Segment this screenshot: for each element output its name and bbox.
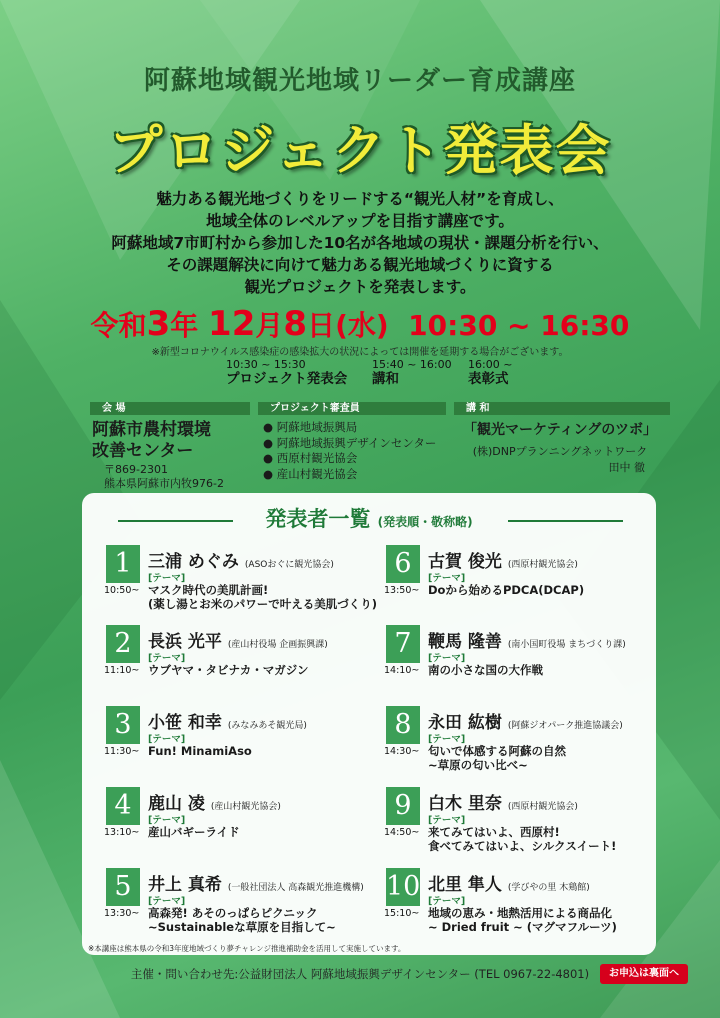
presenter-time: 11:30~ <box>104 746 140 757</box>
theme-label: [テーマ] <box>428 734 466 745</box>
presenter-number: 6 <box>386 545 420 583</box>
main-title: プロジェクト発表会 <box>108 119 612 182</box>
theme-line: 南の小さな国の大作戦 <box>428 663 543 677</box>
judges-heading: プロジェクト審査員 <box>258 402 446 415</box>
presenter-theme <box>148 744 252 758</box>
presenter-card <box>104 787 374 863</box>
series-title: 阿蘇地域観光地域リーダー育成講座 <box>143 66 576 96</box>
presenter-card <box>384 787 654 863</box>
judge-item: ● 阿蘇地域振興局 <box>263 420 358 434</box>
presenter-theme <box>148 583 377 611</box>
presenter-name: 長浜 光平 (産山村役場 企画振興課) <box>148 632 328 652</box>
presenter-number: 10 <box>386 868 420 906</box>
presenter-card <box>104 706 374 782</box>
presenter-name: 白木 里奈 (西原村観光協会) <box>428 794 578 814</box>
presenter-theme <box>428 825 616 853</box>
presenter-number: 2 <box>106 625 140 663</box>
theme-label: [テーマ] <box>148 734 186 745</box>
event-date <box>0 304 720 344</box>
presenters-title: 発表者一覧 <box>265 507 371 531</box>
venue-address <box>104 463 224 491</box>
presenter-time: 13:30~ <box>104 908 140 919</box>
presenter-card <box>384 706 654 782</box>
date-month-unit: 月 <box>255 309 284 342</box>
presenter-name: 井上 真希 (一般社団法人 高森観光推進機構) <box>148 875 364 895</box>
presenter-time: 14:50~ <box>384 827 420 838</box>
venue-postal: 〒869-2301 <box>104 463 168 476</box>
schedule-time: 16:00 ~ <box>468 358 513 371</box>
theme-line: 食べてみてはいよ、シルクスイート! <box>428 839 617 853</box>
theme-line: ~ Dried fruit ~ (マグマフルーツ) <box>428 920 617 934</box>
venue-street: 熊本県阿蘇市内牧976-2 <box>104 477 224 490</box>
theme-line: ウブヤマ・タビナカ・マガジン <box>148 663 309 677</box>
theme-label: [テーマ] <box>148 653 186 664</box>
presenters-note: (発表順・敬称略) <box>377 515 473 529</box>
postpone-note: ※新型コロナウイルス感染症の感染拡大の状況によっては開催を延期する場合がございます。 <box>151 347 569 358</box>
intro-text <box>0 188 720 298</box>
presenter-number: 7 <box>386 625 420 663</box>
presenter-affiliation: (みなみあそ観光局) <box>227 721 307 731</box>
theme-label: [テーマ] <box>428 573 466 584</box>
theme-line: 地域の恵み・地熱活用による商品化 <box>428 906 612 920</box>
theme-label: [テーマ] <box>428 653 466 664</box>
contact-info: 主催・問い合わせ先:公益財団法人 阿蘇地域振興デザインセンター (TEL 0967-22-4801) <box>130 967 590 981</box>
presenter-affiliation: (産山村観光協会) <box>210 802 281 812</box>
judges-list <box>263 420 436 482</box>
theme-label: [テーマ] <box>148 896 186 907</box>
presenter-theme <box>428 583 584 597</box>
schedule-label: プロジェクト発表会 <box>226 371 348 387</box>
venue-name <box>92 420 211 462</box>
theme-line: 来てみてはいよ、西原村! <box>428 825 560 839</box>
presenter-card <box>104 545 378 621</box>
presenter-name: 北里 隼人 (学びやの里 木鶏館) <box>428 875 590 895</box>
intro-line: 観光プロジェクトを発表します。 <box>244 278 476 296</box>
schedule-time: 10:30 ~ 15:30 <box>226 358 306 371</box>
presenter-time: 15:10~ <box>384 908 420 919</box>
lecture-title: 「観光マーケティングのツボ」 <box>462 422 658 438</box>
presenter-theme <box>148 663 308 677</box>
theme-line: マスク時代の美肌計画! <box>148 583 269 597</box>
presenter-affiliation: (西原村観光協会) <box>507 802 578 812</box>
presenter-affiliation: (ASOおぐに観光協会) <box>244 560 334 570</box>
lecture-info <box>455 422 665 476</box>
schedule-label: 表彰式 <box>468 371 509 387</box>
theme-label: [テーマ] <box>148 815 186 826</box>
intro-line: 魅力ある観光地づくりをリードする“観光人材”を育成し、 <box>156 190 564 208</box>
intro-line: 阿蘇地域7市町村から参加した10名が各地域の現状・課題分析を行い、 <box>111 234 609 252</box>
judge-item: ● 阿蘇地域振興デザインセンター <box>263 435 437 450</box>
presenter-affiliation: (南小国町役場 まちづくり課) <box>507 640 626 650</box>
presenter-theme <box>148 906 336 934</box>
presenters-heading <box>82 503 656 533</box>
theme-label: [テーマ] <box>428 896 466 907</box>
presenter-affiliation: (西原村観光協会) <box>507 560 578 570</box>
intro-line: その課題解決に向けて魅力ある観光地域づくりに資する <box>166 256 554 274</box>
event-time: 10:30 ~ 16:30 <box>408 309 630 342</box>
presenter-theme <box>428 744 566 772</box>
lecture-org: (株)DNPプランニングネットワーク <box>472 445 648 458</box>
theme-label: [テーマ] <box>428 815 466 826</box>
venue-heading: 会 場 <box>90 402 250 415</box>
presenter-number: 4 <box>106 787 140 825</box>
date-day: 8 <box>283 304 308 344</box>
presenter-affiliation: (産山村役場 企画振興課) <box>227 640 328 650</box>
theme-line: 匂いで体感する阿蘇の自然 <box>428 744 566 758</box>
date-month: 12 <box>208 304 256 344</box>
theme-line: Doから始めるPDCA(DCAP) <box>428 583 585 597</box>
theme-line: Fun! MinamiAso <box>148 744 252 758</box>
venue-name-line: 改善センター <box>92 441 194 461</box>
presenter-number: 1 <box>106 545 140 583</box>
theme-line: (薬し湯とお米のパワーで叶える美肌づくり) <box>148 597 378 611</box>
presenter-name: 永田 紘樹 (阿蘇ジオパーク推進協議会) <box>428 713 623 733</box>
apply-badge: お申込は裏面へ <box>600 964 688 984</box>
presenter-card <box>384 868 654 944</box>
judge-item: ● 産山村観光協会 <box>263 466 358 481</box>
presenter-card <box>104 868 374 944</box>
theme-line: ~Sustainableな草原を目指して~ <box>148 920 336 934</box>
presenter-card <box>384 545 654 621</box>
presenter-card <box>104 625 374 701</box>
schedule-item <box>372 358 452 386</box>
theme-label: [テーマ] <box>148 573 186 584</box>
presenter-affiliation: (学びやの里 木鶏館) <box>507 883 590 893</box>
schedule-time: 15:40 ~ 16:00 <box>372 358 452 371</box>
date-year: 3 <box>146 304 171 344</box>
presenter-number: 9 <box>386 787 420 825</box>
presenter-theme <box>148 825 240 839</box>
lecture-speaker: 田中 徹 <box>608 461 645 474</box>
presenter-theme <box>428 906 617 934</box>
presenter-name: 古賀 俊光 (西原村観光協会) <box>428 552 578 572</box>
presenter-name: 鹿山 凌 (産山村観光協会) <box>148 794 281 814</box>
subsidy-note: ※本講座は熊本県の令和3年度地域づくり夢チャレンジ推進補助金を活用して実施しています。 <box>88 944 406 953</box>
presenter-name: 小笹 和幸 (みなみあそ観光局) <box>148 713 307 733</box>
presenter-affiliation: (阿蘇ジオパーク推進協議会) <box>507 721 623 731</box>
presenter-time: 14:10~ <box>384 665 420 676</box>
venue-name-line: 阿蘇市農村環境 <box>92 420 211 440</box>
presenter-card <box>384 625 654 701</box>
judge-item: ● 西原村観光協会 <box>263 451 358 465</box>
schedule-label: 講和 <box>372 371 399 387</box>
schedule-item <box>226 358 347 386</box>
presenter-number: 3 <box>106 706 140 744</box>
theme-line: 産山バギーライド <box>148 825 240 839</box>
date-era: 令和 <box>90 309 147 342</box>
presenter-number: 5 <box>106 868 140 906</box>
presenter-time: 11:10~ <box>104 665 140 676</box>
presenter-affiliation: (一般社団法人 高森観光推進機構) <box>227 883 364 893</box>
intro-line: 地域全体のレベルアップを目指す講座です。 <box>206 212 514 230</box>
theme-line: 高森発! あそのっぱらピクニック <box>148 906 318 920</box>
presenter-time: 10:50~ <box>104 585 140 596</box>
presenter-time: 13:50~ <box>384 585 420 596</box>
presenter-name: 鞭馬 隆善 (南小国町役場 まちづくり課) <box>428 632 626 652</box>
presenter-time: 13:10~ <box>104 827 140 838</box>
presenter-name: 三浦 めぐみ (ASOおぐに観光協会) <box>148 552 334 572</box>
theme-line: ~草原の匂い比べ~ <box>428 758 528 772</box>
date-year-unit: 年 <box>170 309 199 342</box>
date-day-unit: 日(水) <box>307 309 389 342</box>
schedule-item <box>468 358 512 386</box>
presenter-theme <box>428 663 543 677</box>
presenter-time: 14:30~ <box>384 746 420 757</box>
presenter-number: 8 <box>386 706 420 744</box>
lecture-heading: 講 和 <box>454 402 670 415</box>
